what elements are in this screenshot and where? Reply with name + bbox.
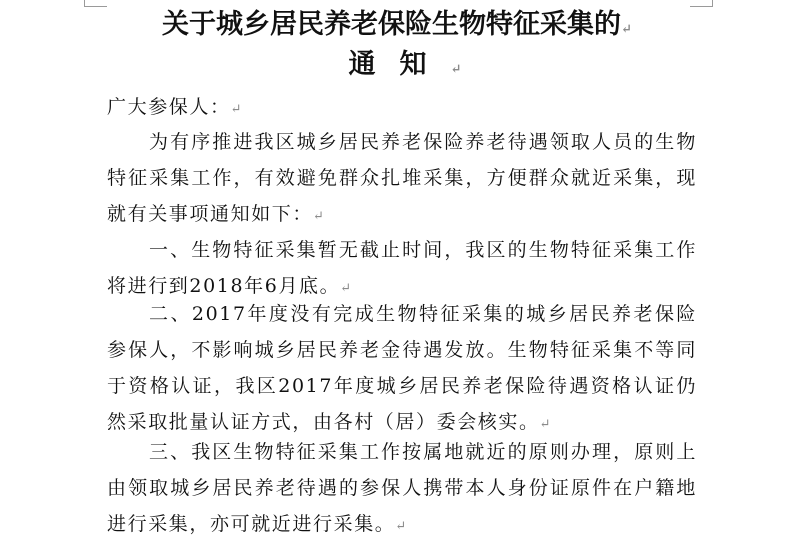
paragraph-mark-icon: ↵ (450, 62, 462, 77)
paragraph-mark-icon: ↵ (230, 102, 242, 117)
paragraph-mark-icon: ↵ (395, 519, 407, 534)
paragraph-mark-icon: ↵ (313, 209, 324, 224)
paragraph-mark-icon: ↵ (621, 22, 632, 37)
salutation: 广大参保人：↵ (107, 96, 242, 118)
body-paragraph-intro: 为有序推进我区城乡居民养老保险养老待遇领取人员的生物特征采集工作，有效避免群众扎堆采集，方便群众就近采集，现就有关事项通知如下：↵ (107, 131, 697, 225)
body-paragraph-item-2: 二、2017年度没有完成生物特征采集的城乡居民养老保险参保人，不影响城乡居民养老金待遇发放。生物特征采集不等同于资格认证，我区2017年度城乡居民养老保险待遇资格认证仍然采取批量认证方式，由各村（居）委会核实。↵ (107, 303, 697, 433)
crop-mark-top-left (84, 0, 107, 7)
body-paragraph-item-1: 一、生物特征采集暂无截止时间，我区的生物特征采集工作将进行到2018年6月底。↵ (107, 239, 697, 297)
crop-mark-top-right (690, 0, 713, 7)
paragraph-mark-icon: ↵ (539, 417, 551, 432)
paragraph-mark-icon: ↵ (340, 281, 352, 296)
document-title-line-1: 关于城乡居民养老保险生物特征采集的↵ (162, 9, 632, 40)
document-title-line-2: 通知↵ (348, 49, 462, 80)
body-paragraph-item-3: 三、我区生物特征采集工作按属地就近的原则办理，原则上由领取城乡居民养老待遇的参保人携带本人身份证原件在户籍地进行采集，亦可就近进行采集。↵ (107, 441, 697, 535)
